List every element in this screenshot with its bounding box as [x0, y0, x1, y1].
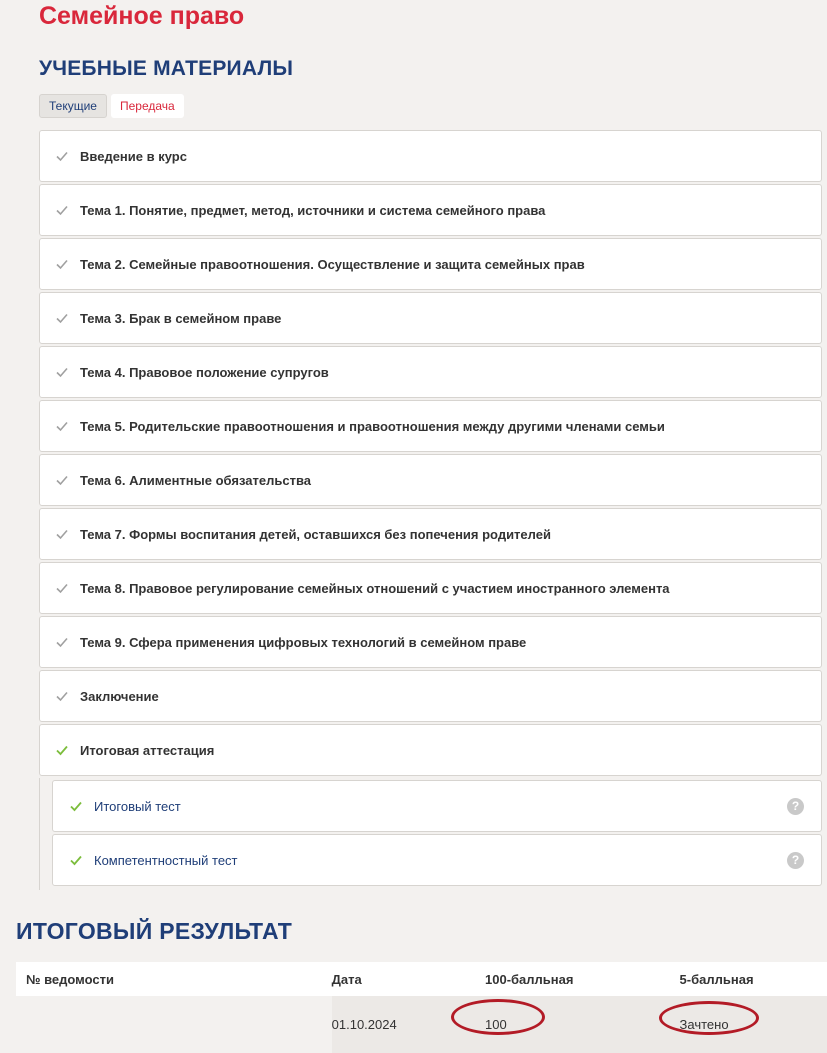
material-item-topic-5[interactable]: [39, 400, 822, 452]
check-icon: [55, 527, 69, 541]
score-5-cell: [680, 996, 827, 1053]
material-item-label: Итоговая аттестация: [80, 742, 215, 758]
material-item-label: Тема 9. Сфера применения цифровых технологий в семейном праве: [80, 634, 527, 650]
material-item-topic-6[interactable]: [39, 454, 822, 506]
material-item-label: Заключение: [80, 688, 159, 704]
check-icon: [55, 473, 69, 487]
material-item-label: Введение в курс: [80, 148, 187, 164]
result-heading: ИТОГОВЫЙ РЕЗУЛЬТАТ: [16, 918, 293, 944]
check-icon: [55, 419, 69, 433]
check-icon: [55, 365, 69, 379]
final-attestation-subitems: [39, 778, 822, 890]
sub-item-final-test[interactable]: [52, 780, 822, 832]
material-item-label: Тема 8. Правовое регулирование семейных отношений с участием иностранного элемента: [80, 580, 670, 596]
score-5-highlight: [680, 1017, 729, 1032]
material-item-label: Тема 2. Семейные правоотношения. Осуществление и защита семейных прав: [80, 256, 585, 272]
sub-item-competency-test[interactable]: [52, 834, 822, 886]
column-header-statement: № ведомости: [16, 962, 332, 996]
materials-heading: УЧЕБНЫЕ МАТЕРИАЛЫ: [39, 57, 294, 80]
statement-number-cell: [16, 996, 332, 1053]
material-item-label: Тема 1. Понятие, предмет, метод, источники и система семейного права: [80, 202, 546, 218]
material-item-topic-7[interactable]: [39, 508, 822, 560]
materials-list: [39, 130, 822, 890]
column-header-score-100: 100-балльная: [485, 962, 680, 996]
material-item-topic-1[interactable]: [39, 184, 822, 236]
score-5-value: Зачтено: [679, 1017, 729, 1032]
material-item-label: Тема 7. Формы воспитания детей, оставшихся без попечения родителей: [80, 526, 551, 542]
annotation-circle: [451, 999, 545, 1035]
material-item-topic-8[interactable]: [39, 562, 822, 614]
material-item-topic-9[interactable]: [39, 616, 822, 668]
material-item-topic-4[interactable]: [39, 346, 822, 398]
material-item-intro[interactable]: [39, 130, 822, 182]
sub-item-label: Итоговый тест: [94, 798, 181, 814]
score-100-cell: [485, 996, 680, 1053]
check-icon: [55, 311, 69, 325]
help-icon[interactable]: ?: [787, 798, 804, 815]
result-table: [16, 962, 827, 1053]
material-item-final-attestation[interactable]: [39, 724, 822, 776]
score-100-value: 100: [485, 1017, 507, 1032]
table-row: [16, 996, 827, 1053]
course-title: Семейное право: [39, 2, 245, 30]
help-icon[interactable]: ?: [787, 852, 804, 869]
column-header-score-5: 5-балльная: [680, 962, 827, 996]
check-icon: [55, 581, 69, 595]
tab-retake[interactable]: Передача: [111, 94, 184, 118]
material-item-topic-3[interactable]: [39, 292, 822, 344]
check-icon: [55, 203, 69, 217]
date-cell: 01.10.2024: [332, 996, 485, 1053]
material-item-label: Тема 3. Брак в семейном праве: [80, 310, 282, 326]
check-icon: [55, 689, 69, 703]
material-item-label: Тема 6. Алиментные обязательства: [80, 472, 311, 488]
check-icon: [69, 799, 83, 813]
check-icon: [55, 743, 69, 757]
check-icon: [69, 853, 83, 867]
material-item-label: Тема 5. Родительские правоотношения и правоотношения между другими членами семьи: [80, 418, 665, 434]
material-item-conclusion[interactable]: [39, 670, 822, 722]
tab-current[interactable]: Текущие: [39, 94, 107, 118]
check-icon: [55, 149, 69, 163]
annotation-circle: [659, 1001, 759, 1035]
column-header-date: Дата: [332, 962, 485, 996]
check-icon: [55, 635, 69, 649]
material-item-topic-2[interactable]: [39, 238, 822, 290]
material-item-label: Тема 4. Правовое положение супругов: [80, 364, 329, 380]
result-table-header: [16, 962, 827, 996]
score-100-highlight: [485, 1017, 507, 1032]
sub-item-label: Компетентностный тест: [94, 852, 238, 868]
materials-tabs: [39, 94, 184, 118]
check-icon: [55, 257, 69, 271]
